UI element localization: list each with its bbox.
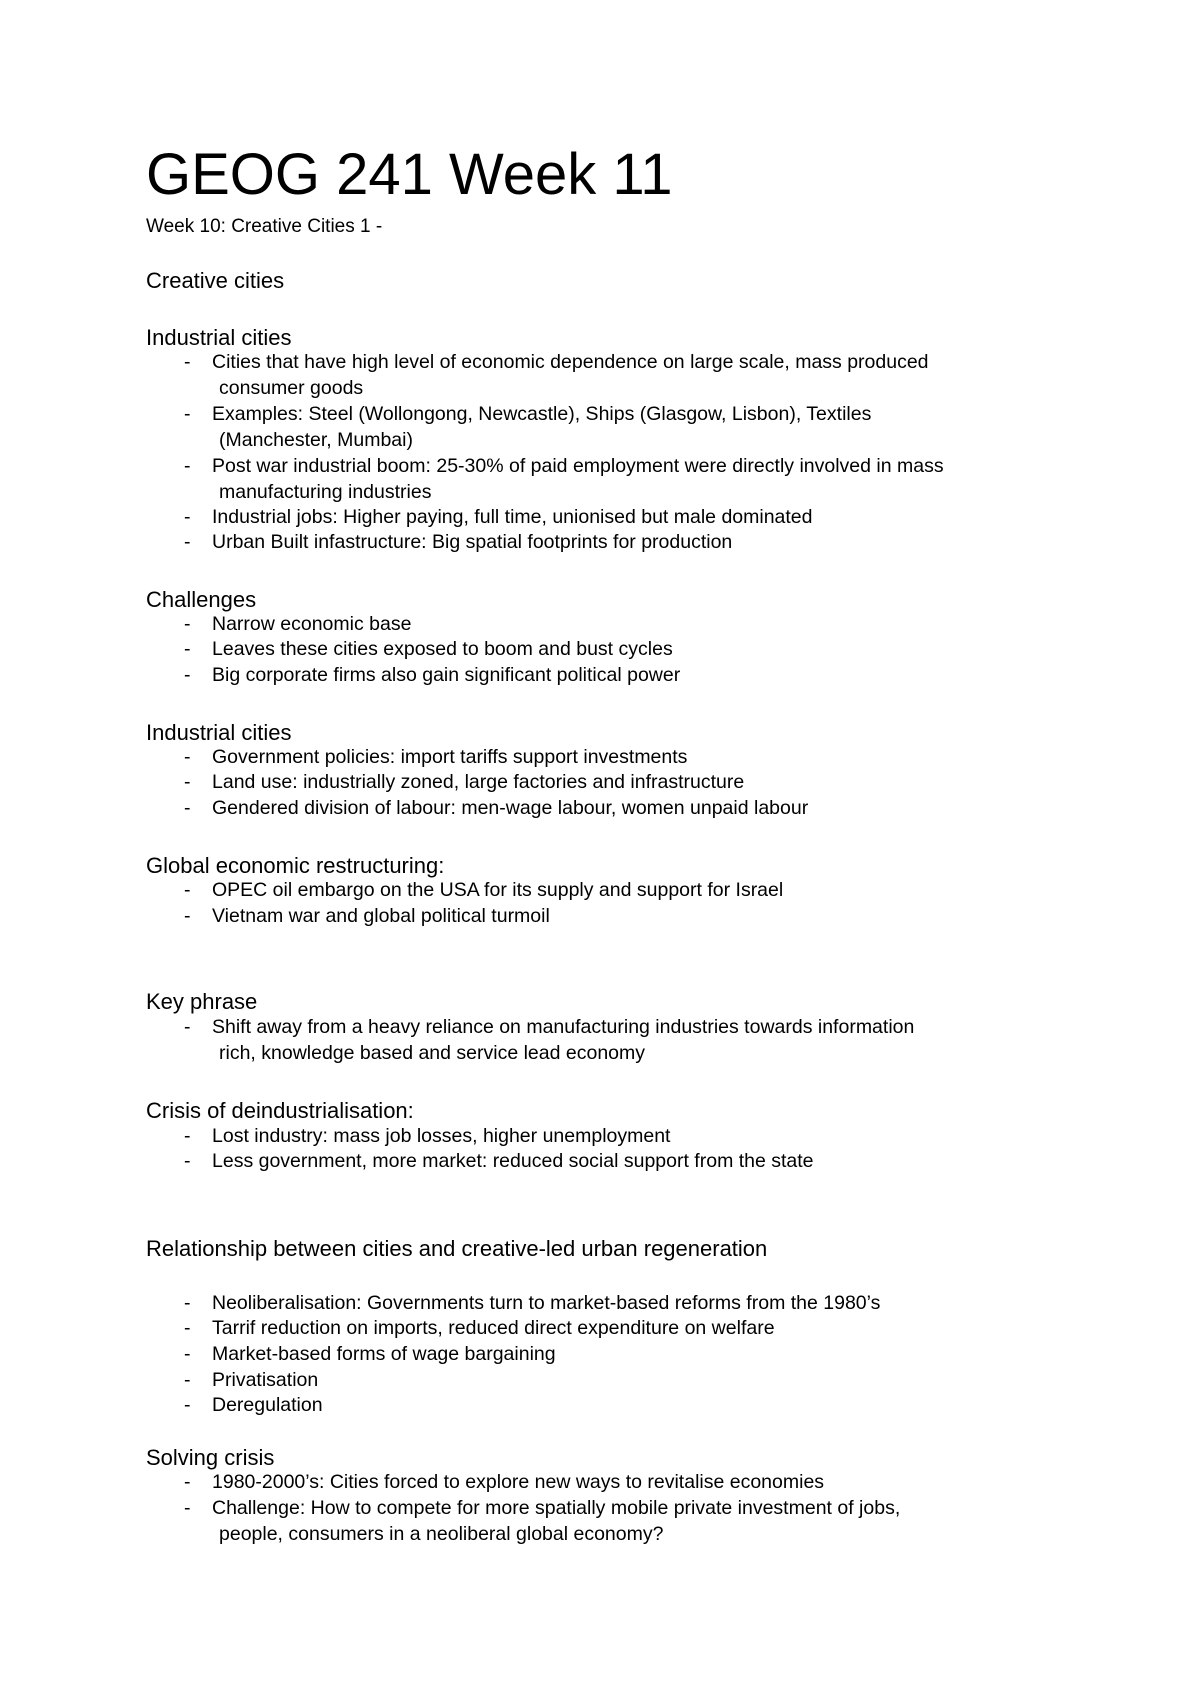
bullet-dash: - (184, 1317, 191, 1339)
bullet-text-line: Government policies: import tariffs support investments (212, 746, 688, 768)
section-heading: Creative cities (146, 268, 285, 293)
bullet-text-line: Market-based forms of wage bargaining (212, 1343, 556, 1365)
bullet-text-line: Challenge: How to compete for more spatially mobile private investment of jobs, (212, 1497, 901, 1519)
bullet-dash: - (184, 1497, 191, 1519)
bullet-dash: - (184, 771, 191, 793)
section-heading: Crisis of deindustrialisation: (146, 1098, 414, 1123)
bullet-text (212, 530, 1072, 556)
section-heading: Solving crisis (146, 1445, 275, 1470)
bullet-dash: - (184, 905, 191, 927)
bullet-text-line: Post war industrial boom: 25-30% of paid employment were directly involved in mass (212, 455, 944, 477)
bullet-text (212, 1496, 1072, 1547)
section-heading: Challenges (146, 587, 257, 612)
bullet-text (212, 663, 1072, 689)
bullet-text-line: manufacturing industries (219, 480, 432, 503)
section-heading: Key phrase (146, 989, 258, 1014)
bullet-text (212, 1124, 1072, 1150)
section-heading: Relationship between cities and creative-led urban regeneration (146, 1236, 768, 1261)
bullet-text (212, 612, 1072, 638)
bullet-text-line: Gendered division of labour: men-wage labour, women unpaid labour (212, 797, 809, 819)
bullet-text (212, 1015, 1072, 1066)
bullet-text-line: Less government, more market: reduced social support from the state (212, 1150, 814, 1172)
bullet-text-line: people, consumers in a neoliberal global economy? (219, 1522, 664, 1545)
bullet-text (212, 1291, 1072, 1317)
bullet-text-line: rich, knowledge based and service lead economy (219, 1041, 646, 1064)
bullet-text (212, 745, 1072, 771)
bullet-text-line: Tarrif reduction on imports, reduced direct expenditure on welfare (212, 1317, 775, 1339)
bullet-dash: - (184, 1125, 191, 1147)
page-title: GEOG 241 Week 11 (146, 142, 673, 207)
bullet-text (212, 1149, 1072, 1175)
bullet-text (212, 1342, 1072, 1368)
bullet-text-line: Examples: Steel (Wollongong, Newcastle), Ships (Glasgow, Lisbon), Textiles (212, 403, 872, 425)
bullet-text-line: (Manchester, Mumbai) (219, 428, 413, 451)
bullet-text (212, 1470, 1072, 1496)
bullet-text-line: 1980-2000’s: Cities forced to explore new ways to revitalise economies (212, 1471, 825, 1493)
bullet-dash: - (184, 879, 191, 901)
bullet-dash: - (184, 1471, 191, 1493)
bullet-text (212, 505, 1072, 531)
bullet-text-line: Industrial jobs: Higher paying, full time, unionised but male dominated (212, 506, 813, 528)
bullet-text (212, 1316, 1072, 1342)
bullet-dash: - (184, 1150, 191, 1172)
bullet-text-line: Privatisation (212, 1369, 319, 1391)
section-heading: Industrial cities (146, 325, 292, 350)
bullet-text-line: Deregulation (212, 1394, 323, 1416)
bullet-dash: - (184, 351, 191, 373)
bullet-text-line: Narrow economic base (212, 613, 412, 635)
bullet-text-line: Vietnam war and global political turmoil (212, 905, 550, 927)
bullet-dash: - (184, 1394, 191, 1416)
bullet-text-line: Shift away from a heavy reliance on manufacturing industries towards information (212, 1016, 915, 1038)
bullet-dash: - (184, 638, 191, 660)
bullet-dash: - (184, 531, 191, 553)
bullet-dash: - (184, 797, 191, 819)
bullet-text-line: Cities that have high level of economic dependence on large scale, mass produced (212, 351, 929, 373)
bullet-dash: - (184, 613, 191, 635)
bullet-text (212, 878, 1072, 904)
bullet-dash: - (184, 1016, 191, 1038)
bullet-text (212, 796, 1072, 822)
bullet-dash: - (184, 455, 191, 477)
bullet-text (212, 637, 1072, 663)
bullet-text-line: Urban Built infastructure: Big spatial footprints for production (212, 531, 733, 553)
bullet-text (212, 1368, 1072, 1394)
bullet-dash: - (184, 506, 191, 528)
bullet-text (212, 350, 1072, 401)
bullet-text (212, 454, 1072, 505)
bullet-dash: - (184, 664, 191, 686)
bullet-text-line: OPEC oil embargo on the USA for its supply and support for Israel (212, 879, 784, 901)
section-heading: Global economic restructuring: (146, 853, 445, 878)
bullet-dash: - (184, 1369, 191, 1391)
bullet-text-line: Leaves these cities exposed to boom and bust cycles (212, 638, 673, 660)
bullet-text-line: Land use: industrially zoned, large factories and infrastructure (212, 771, 745, 793)
bullet-text-line: Lost industry: mass job losses, higher unemployment (212, 1125, 671, 1147)
bullet-text (212, 402, 1072, 453)
bullet-text-line: consumer goods (219, 376, 364, 399)
bullet-text (212, 904, 1072, 930)
bullet-dash: - (184, 1343, 191, 1365)
page-subtitle: Week 10: Creative Cities 1 - (146, 216, 383, 237)
bullet-text (212, 1393, 1072, 1419)
bullet-text-line: Neoliberalisation: Governments turn to market-based reforms from the 1980’s (212, 1292, 881, 1314)
bullet-text-line: Big corporate firms also gain significant political power (212, 664, 681, 686)
bullet-dash: - (184, 746, 191, 768)
bullet-text (212, 770, 1072, 796)
bullet-dash: - (184, 403, 191, 425)
section-heading: Industrial cities (146, 720, 292, 745)
bullet-dash: - (184, 1292, 191, 1314)
